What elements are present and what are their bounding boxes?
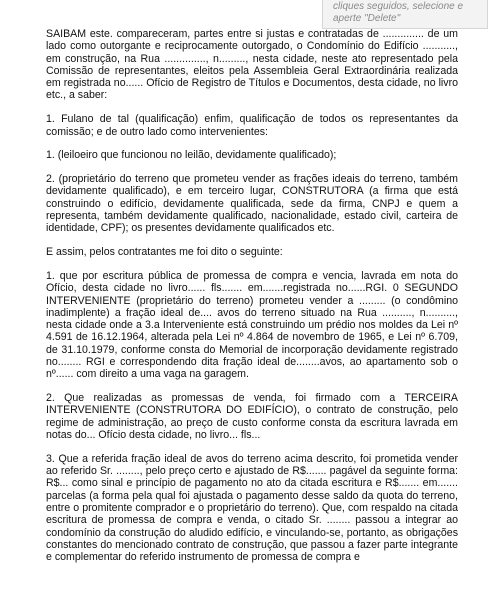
paragraph-clause-1: 1. que por escritura pública de promessa de compra e vencia, lavrada em nota do Ofício, desta cidade no livro...... fls....... em.......registrada no......RGI. 0 SEGUNDO INTERVENIENTE (proprietário do terreno) prometeu vender a ......... (o condômino inadimplente) a fração ideal de.... avos do terreno situado na Rua .........., n.........., nesta cidade onde a 3.a Interveniente está construindo um prédio nos moldes da Lei nº 4.591 de 16.12.1964, alterada pela Lei nº 4.864 de novembro de 1965, e Lei nº 6.709, de 31.10.1979, conforme consta do Memorial de incorporação devidamente registrado no........ RGI e correspondendo dita fração ideal de........avos, ao apartamento sob o nº...... com direito a uma vaga na garagem. [46,269,458,381]
usage-hint-text: cliques seguidos, selecione e aperte "Delete" [333,1,464,24]
paragraph-auctioneer: 1. (leiloeiro que funcionou no leilão, devidamente qualificado); [46,149,337,162]
paragraph-landowner: 2. (proprietário do terreno que prometeu vender as frações ideais do terreno, também devidamente qualificado), e em terceiro lugar, CONSTRUTORA (a firma que está construindo o edifício, devidamente qualificada, sede da firma, CNPJ e quem a representa, também devidamente qualificado, nacionalidade, estado civil, carteira de identidade, CPF); os presentes devidamente qualificados etc. [46,173,458,235]
contract-document [46,28,458,575]
paragraph-intro: SAIBAM este. compareceram, partes entre si justas e contratadas de .............. de um lado como outorgante e reciprocamente outorgado, o Condomínio do Edifício ..........., em construção, na Rua .............., n........., nesta cidade, neste ato representado pela Comissão de representantes, eleitos pela Assembleia Geral Extraordinária realizada em registrada no...... Ofício de Registro de Títulos e Documentos, desta cidade, no livro etc., a saber: [46,28,458,102]
usage-hint-box [322,0,488,29]
paragraph-declaration: E assim, pelos contratantes me foi dito o seguinte: [46,246,283,259]
paragraph-commission: 1. Fulano de tal (qualificação) enfim, qualificação de todos os representantes da comissão; e de outro lado como intervenientes: [46,113,458,138]
paragraph-clause-3: 3. Que a referida fração ideal de avos do terreno acima descrito, foi prometida vender ao referido Sr. ........, pelo preço certo e ajustado de R$....... pagável da seguinte forma: R$... como sinal e princípio de pagamento no ato da citada escritura e R$....... em....... parcelas (a forma pela qual foi ajustada o pagamento desse saldo da quota do terreno, entre o promitente comprador e o proprietário do terreno). Que, com respaldo na citada escritura de promessa de compra e venda, o citado Sr. ........ passou a integrar ao condomínio da construção do aludido edifício, e vinculando-se, portanto, as obrigações constantes do mencionado contrato de construção, que passou a fazer parte integrante e complementar do referido instrumento de promessa de compra e [46,452,458,564]
paragraph-clause-2: 2. Que realizadas as promessas de venda, foi firmado com a TERCEIRA INTERVENIENTE (CONSTRUTORA DO EDIFÍCIO), o contrato de construção, pelo regime de administração, ao preço de custo conforme consta da escritura lavrada em notas do... Ofício desta cidade, no livro... fls... [46,392,458,442]
